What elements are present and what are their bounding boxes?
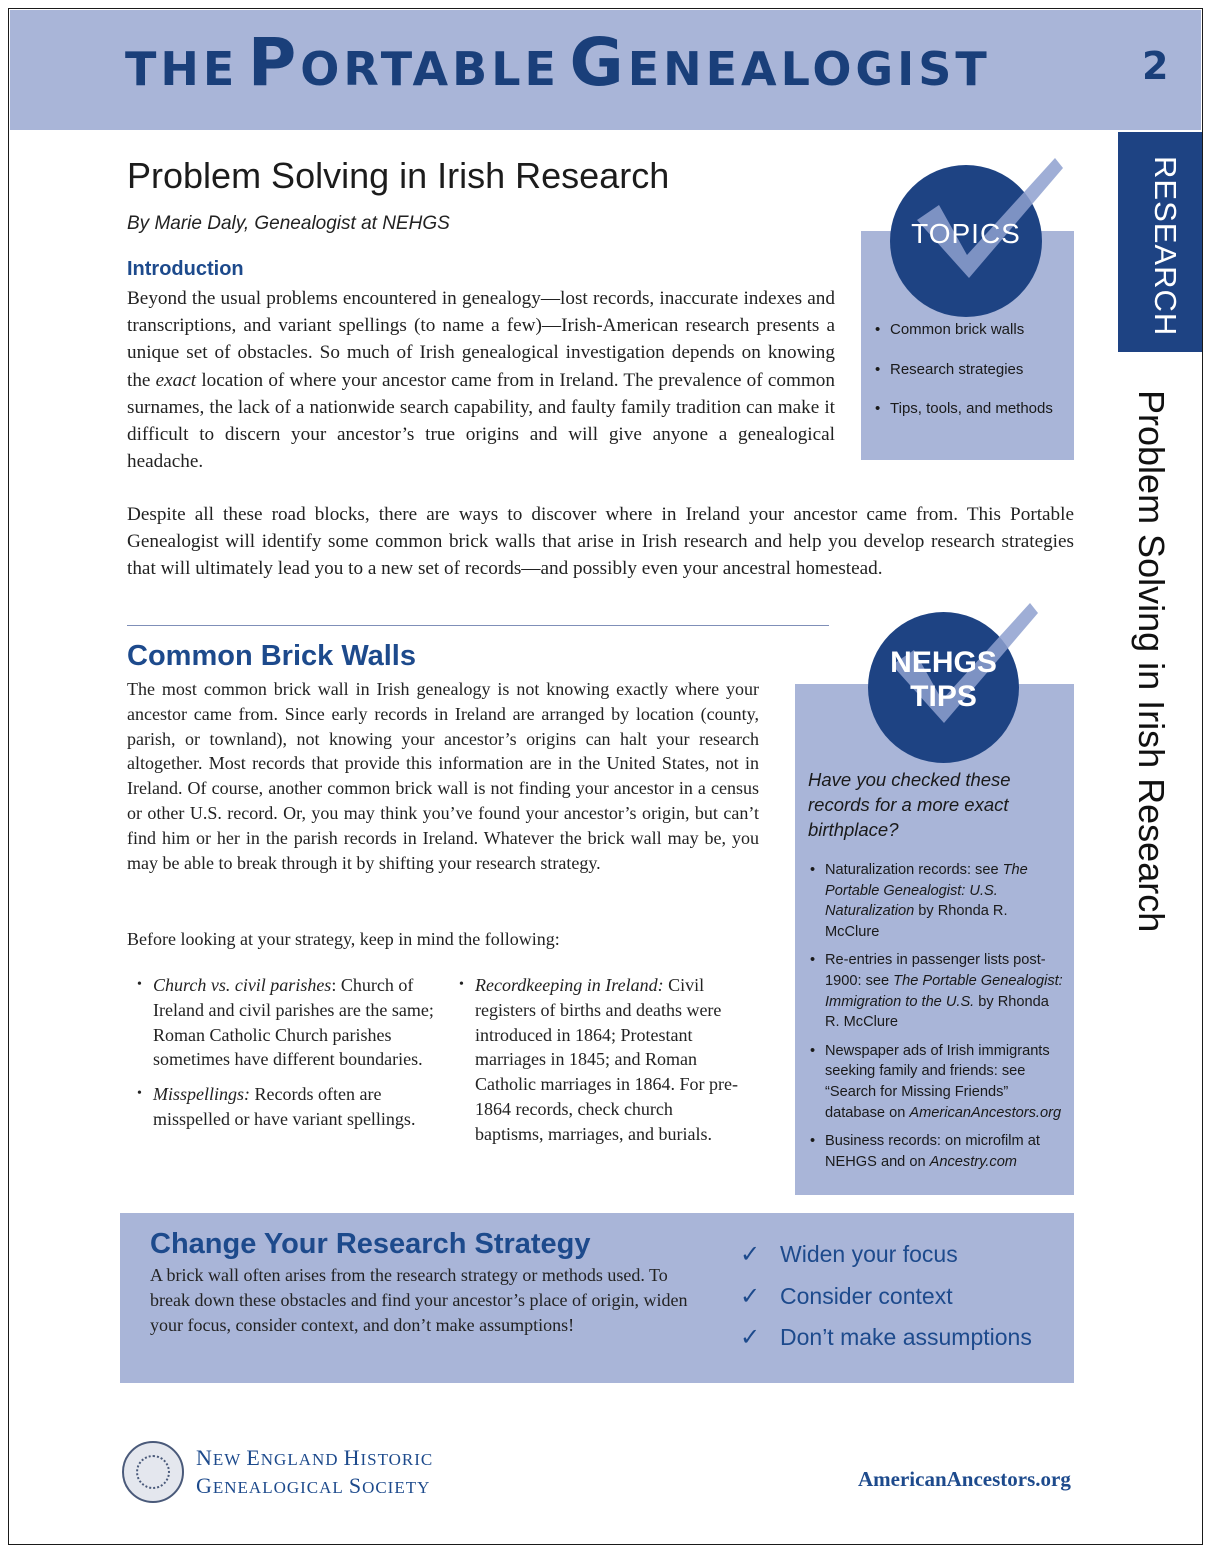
considerations-list-left [153,973,443,1142]
introduction-heading: Introduction [127,258,244,280]
brick-walls-paragraph: The most common brick wall in Irish genealogy is not knowing exactly where your ancestor came from. Since early records in Ireland are arranged by location (county, parish, or townland), not knowing your ancestor’s origins can halt your research altogether. Most records that provide this information are in the United States, not in Ireland. Of course, another common brick wall is not finding your ancestor in a census or other U.S. record. Or, you may think you’ve found your ancestor’s origin, but can’t find him or her in the parish records in Ireland. Whatever the brick wall may be, you may be able to break through it by shifting your research strategy. [127,679,759,873]
tips-label: NEHGS TIPS [890,646,997,713]
list-item: ✓ Consider context [740,1281,953,1310]
list-item: • Tips, tools, and methods [890,400,1053,440]
considerations-list-right [475,973,745,1157]
list-item: • Newspaper ads of Irish immigrants seeking family and friends: see “Search for Missing Friends” database on AmericanAncestors.org [825,1041,1065,1123]
section-divider [127,625,829,626]
topics-list [890,321,1053,440]
checkmark-icon: ✓ [740,1281,761,1310]
tips-question: Have you checked these records for a more exact birthplace? [808,769,1011,840]
strategy-paragraph: A brick wall often arises from the research strategy or methods used. To break down these obstacles and find your ancestor’s place of origin, widen your focus, consider context, and don’t make assumptions! [150,1265,688,1335]
strategy-checklist [740,1240,1032,1365]
website-link[interactable]: AmericanAncestors.org [858,1467,1071,1491]
strategy-heading: Change Your Research Strategy [150,1228,591,1260]
list-item: • Research strategies [890,361,1053,401]
category-tab-label: RESEARCH [1148,156,1183,337]
list-item: • Re-entries in passenger lists post-1900: see The Portable Genealogist: Immigration to the U.S. by Rhonda R. McClure [825,950,1065,1032]
checkmark-icon: ✓ [740,1323,761,1351]
topics-label: TOPICS [911,218,1021,249]
list-item: ✓ Widen your focus [740,1240,958,1268]
publication-title: THE PORTABLE GENEALOGIST [125,24,991,101]
list-item: • Misspellings: Records often are misspelled or have variant spellings. [153,1082,443,1132]
organization-name: NEW ENGLAND HISTORIC GENEALOGICAL SOCIETY [196,1445,434,1498]
before-strategy-paragraph: Before looking at your strategy, keep in mind the following: [127,929,560,949]
list-item: • Business records: on microfilm at NEHGS and on Ancestry.com [825,1131,1065,1172]
list-item: • Common brick walls [890,321,1053,361]
list-item: • Recordkeeping in Ireland: Civil registers of births and deaths were introduced in 1864; Protestant marriages in 1845; and Roman Catholic marriages in 1864. For pre-1864 records, check church baptisms, marriages, and burials. [475,973,745,1147]
article-title: Problem Solving in Irish Research [127,155,670,196]
list-item: ✓ Don’t make assumptions [740,1323,1032,1351]
running-title: Problem Solving in Irish Research [1131,390,1172,933]
brick-walls-heading: Common Brick Walls [127,640,416,672]
introduction-paragraph: Beyond the usual problems encountered in genealogy—lost records, inaccurate indexes and transcriptions, and variant spellings (to name a few)—Irish-American research presents a unique set of obstacles. So much of Irish genealogical investigation depends on knowing the exact location of where your ancestor came from in Ireland. The prevalence of common surnames, the lack of a nationwide search capability, and faulty family tradition can make it difficult to discern your ancestor’s true origins and will give anyone a genealogical headache. [127,288,835,473]
list-item: • Church vs. civil parishes: Church of Ireland and civil parishes are the same; Roman Catholic Church parishes sometimes have different boundaries. [153,973,443,1072]
tips-list [825,860,1065,1180]
byline: By Marie Daly, Genealogist at NEHGS [127,213,450,234]
issue-number: 2 [1142,44,1169,88]
society-seal-logo [122,1441,184,1503]
checkmark-icon: ✓ [740,1240,761,1268]
introduction-paragraph-2: Despite all these road blocks, there are ways to discover where in Ireland your ancestor came from. This Portable Genealogist will identify some common brick walls that arise in Irish research and help you develop research strategies that will ultimately lead you to a new set of records—and possibly even your ancestral homestead. [127,504,1074,580]
list-item: • Naturalization records: see The Portable Genealogist: U.S. Naturalization by Rhonda R. McClure [825,860,1065,942]
category-tab [1118,132,1202,352]
